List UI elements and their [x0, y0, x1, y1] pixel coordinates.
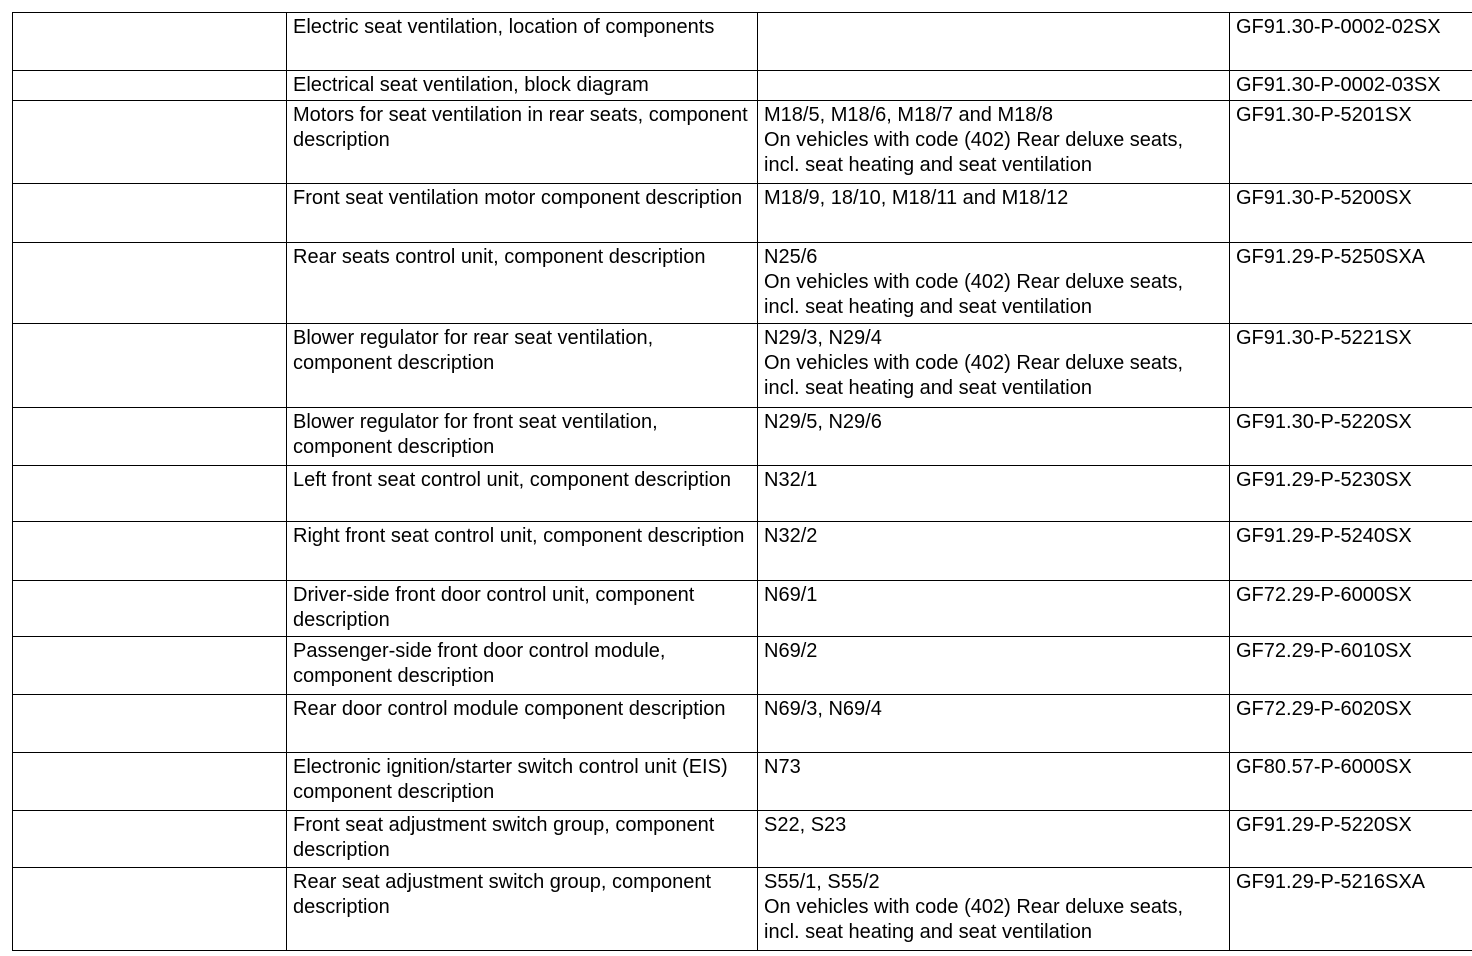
title-cell: Electric seat ventilation, location of components — [287, 13, 758, 71]
components-cell — [758, 637, 1230, 695]
title-cell: Motors for seat ventilation in rear seats, component description — [287, 101, 758, 184]
reference-cell: GF91.30-P-0002-02SX — [1230, 13, 1472, 71]
blank-cell — [13, 243, 287, 324]
blank-cell — [13, 522, 287, 581]
title-cell: Blower regulator for front seat ventilation, component description — [287, 408, 758, 466]
components-cell — [758, 695, 1230, 753]
table-row — [13, 101, 1472, 184]
reference-cell: GF91.30-P-0002-03SX — [1230, 71, 1472, 101]
components-note: On vehicles with code (402) Rear deluxe seats, incl. seat heating and seat ventilation — [764, 896, 1184, 943]
components-cell — [758, 324, 1230, 408]
components-note: On vehicles with code (402) Rear deluxe seats, incl. seat heating and seat ventilation — [764, 352, 1184, 399]
components-cell — [758, 71, 1230, 101]
components-text: N69/1 — [764, 584, 818, 606]
components-text: M18/5, M18/6, M18/7 and M18/8 — [764, 104, 1054, 126]
table-row — [13, 522, 1472, 581]
components-cell — [758, 522, 1230, 581]
table-row — [13, 184, 1472, 243]
title-cell: Passenger-side front door control module, component description — [287, 637, 758, 695]
document-table-body — [13, 13, 1472, 951]
blank-cell — [13, 753, 287, 811]
table-row — [13, 324, 1472, 408]
components-text: N29/3, N29/4 — [764, 327, 882, 349]
blank-cell — [13, 184, 287, 243]
title-cell: Front seat adjustment switch group, component description — [287, 811, 758, 868]
table-row — [13, 466, 1472, 522]
blank-cell — [13, 811, 287, 868]
reference-cell: GF72.29-P-6010SX — [1230, 637, 1472, 695]
components-note: On vehicles with code (402) Rear deluxe seats, incl. seat heating and seat ventilation — [764, 271, 1184, 318]
document-table — [12, 12, 1472, 951]
components-cell — [758, 184, 1230, 243]
components-text: N32/1 — [764, 469, 818, 491]
table-row — [13, 243, 1472, 324]
reference-cell: GF72.29-P-6000SX — [1230, 581, 1472, 637]
blank-cell — [13, 581, 287, 637]
reference-cell: GF91.30-P-5201SX — [1230, 101, 1472, 184]
reference-cell: GF91.30-P-5200SX — [1230, 184, 1472, 243]
reference-cell: GF72.29-P-6020SX — [1230, 695, 1472, 753]
title-cell: Rear seats control unit, component description — [287, 243, 758, 324]
components-cell — [758, 753, 1230, 811]
reference-cell: GF91.29-P-5250SXA — [1230, 243, 1472, 324]
components-text: M18/9, 18/10, M18/11 and M18/12 — [764, 187, 1069, 209]
components-text: S55/1, S55/2 — [764, 871, 880, 893]
components-cell — [758, 13, 1230, 71]
reference-cell: GF91.29-P-5240SX — [1230, 522, 1472, 581]
components-text: N69/2 — [764, 640, 818, 662]
components-cell — [758, 408, 1230, 466]
table-row — [13, 581, 1472, 637]
components-text: N32/2 — [764, 525, 818, 547]
reference-cell: GF91.29-P-5220SX — [1230, 811, 1472, 868]
components-text: N69/3, N69/4 — [764, 698, 882, 720]
title-cell: Right front seat control unit, component description — [287, 522, 758, 581]
blank-cell — [13, 71, 287, 101]
blank-cell — [13, 101, 287, 184]
reference-cell: GF80.57-P-6000SX — [1230, 753, 1472, 811]
table-row — [13, 637, 1472, 695]
blank-cell — [13, 13, 287, 71]
blank-cell — [13, 868, 287, 951]
table-row — [13, 71, 1472, 101]
blank-cell — [13, 324, 287, 408]
components-text: N25/6 — [764, 246, 818, 268]
table-row — [13, 868, 1472, 951]
title-cell: Front seat ventilation motor component description — [287, 184, 758, 243]
table-row — [13, 13, 1472, 71]
title-cell: Electrical seat ventilation, block diagram — [287, 71, 758, 101]
components-text: N29/5, N29/6 — [764, 411, 882, 433]
blank-cell — [13, 408, 287, 466]
components-text: S22, S23 — [764, 814, 847, 836]
blank-cell — [13, 637, 287, 695]
components-cell — [758, 101, 1230, 184]
components-cell — [758, 868, 1230, 951]
reference-cell: GF91.30-P-5220SX — [1230, 408, 1472, 466]
components-text: N73 — [764, 756, 801, 778]
blank-cell — [13, 466, 287, 522]
reference-cell: GF91.29-P-5216SXA — [1230, 868, 1472, 951]
components-cell — [758, 243, 1230, 324]
title-cell: Blower regulator for rear seat ventilation, component description — [287, 324, 758, 408]
table-row — [13, 695, 1472, 753]
reference-cell: GF91.30-P-5221SX — [1230, 324, 1472, 408]
title-cell: Rear door control module component description — [287, 695, 758, 753]
components-note: On vehicles with code (402) Rear deluxe seats, incl. seat heating and seat ventilation — [764, 129, 1184, 176]
reference-cell: GF91.29-P-5230SX — [1230, 466, 1472, 522]
components-cell — [758, 466, 1230, 522]
components-cell — [758, 811, 1230, 868]
components-cell — [758, 581, 1230, 637]
table-row — [13, 811, 1472, 868]
title-cell: Driver-side front door control unit, component description — [287, 581, 758, 637]
table-row — [13, 408, 1472, 466]
title-cell: Rear seat adjustment switch group, component description — [287, 868, 758, 951]
title-cell: Electronic ignition/starter switch control unit (EIS) component description — [287, 753, 758, 811]
table-row — [13, 753, 1472, 811]
blank-cell — [13, 695, 287, 753]
title-cell: Left front seat control unit, component description — [287, 466, 758, 522]
